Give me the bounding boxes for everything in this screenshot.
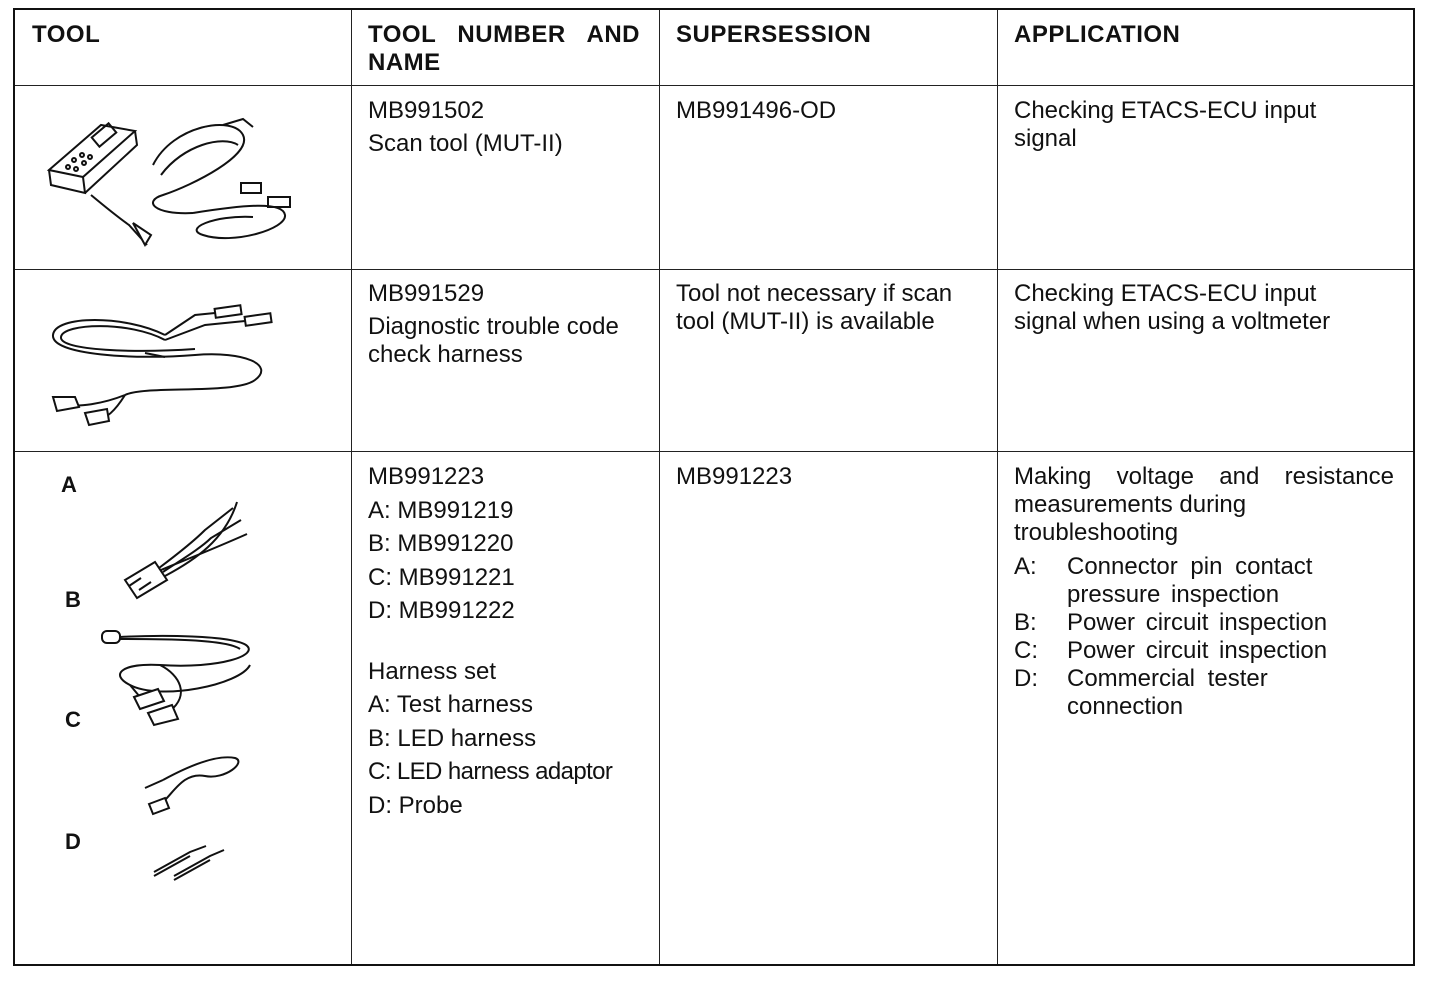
row-divider (15, 269, 1413, 270)
row-divider (15, 451, 1413, 452)
supersession-cell: MB991223 (676, 463, 793, 490)
subpart-d: D: MB991222 (368, 597, 515, 624)
test-harness-illustration (115, 490, 255, 610)
header-tool: TOOL (32, 21, 101, 48)
tool-letter-c: C (65, 707, 81, 732)
set-item-a: A: Test harness (368, 691, 533, 718)
set-item-c: C: LED harness adaptor (368, 758, 613, 785)
application-item-d: D: Commercial tester connection (1014, 665, 1268, 720)
header-tool-number: TOOL NUMBER AND NAME (368, 21, 640, 76)
set-item-b: B: LED harness (368, 724, 537, 752)
tool-number-cell: MB991502 Scan tool (MUT-II) (368, 97, 563, 157)
header-application: APPLICATION (1014, 21, 1181, 48)
tool-number-cell: MB991223 A: MB991219 B: MB991220 C: MB991221 D: MB991222 Harness set A: Test harness B: LED harness C: LED harness adaptor D: Probe (368, 463, 612, 825)
scan-tool-illustration (43, 105, 293, 255)
led-harness-adaptor-illustration (135, 750, 255, 825)
probe-illustration (150, 838, 230, 883)
check-harness-illustration (45, 285, 285, 430)
subpart-b: B: MB991220 (368, 530, 514, 557)
column-divider (659, 10, 660, 964)
header-supersession: SUPERSESSION (676, 21, 872, 48)
harness-set-title: Harness set (368, 657, 497, 685)
set-item-d: D: Probe (368, 791, 463, 819)
tool-number-cell: MB991529 Diagnostic trouble code check harness (368, 280, 619, 368)
subpart-c: C: MB991221 (368, 563, 515, 591)
supersession-cell: Tool not necessary if scan tool (MUT-II) is available (676, 280, 953, 335)
row-divider (15, 85, 1413, 86)
tool-letter-a: A (61, 472, 77, 497)
application-item-b: B: Power circuit inspection (1014, 609, 1328, 636)
tool-letter-d: D (65, 829, 81, 854)
application-item-a: A: Connector pin contact pressure inspection (1014, 553, 1313, 608)
application-cell: Making voltage and resistance measurements during troubleshooting A: Connector pin contact pressure inspection B: Power circuit inspection C: Power circuit inspection D: Commercial tester connection (1014, 463, 1394, 720)
subpart-a: A: MB991219 (368, 496, 514, 524)
special-tools-table (13, 8, 1415, 966)
column-divider (351, 10, 352, 964)
column-divider (997, 10, 998, 964)
application-cell: Checking ETACS-ECU input signal (1014, 97, 1317, 152)
tool-letter-b: B (65, 587, 81, 612)
application-item-c: C: Power circuit inspection (1014, 637, 1328, 664)
led-harness-illustration (100, 625, 270, 735)
application-cell: Checking ETACS-ECU input signal when using a voltmeter (1014, 280, 1331, 335)
supersession-cell: MB991496-OD (676, 97, 837, 124)
